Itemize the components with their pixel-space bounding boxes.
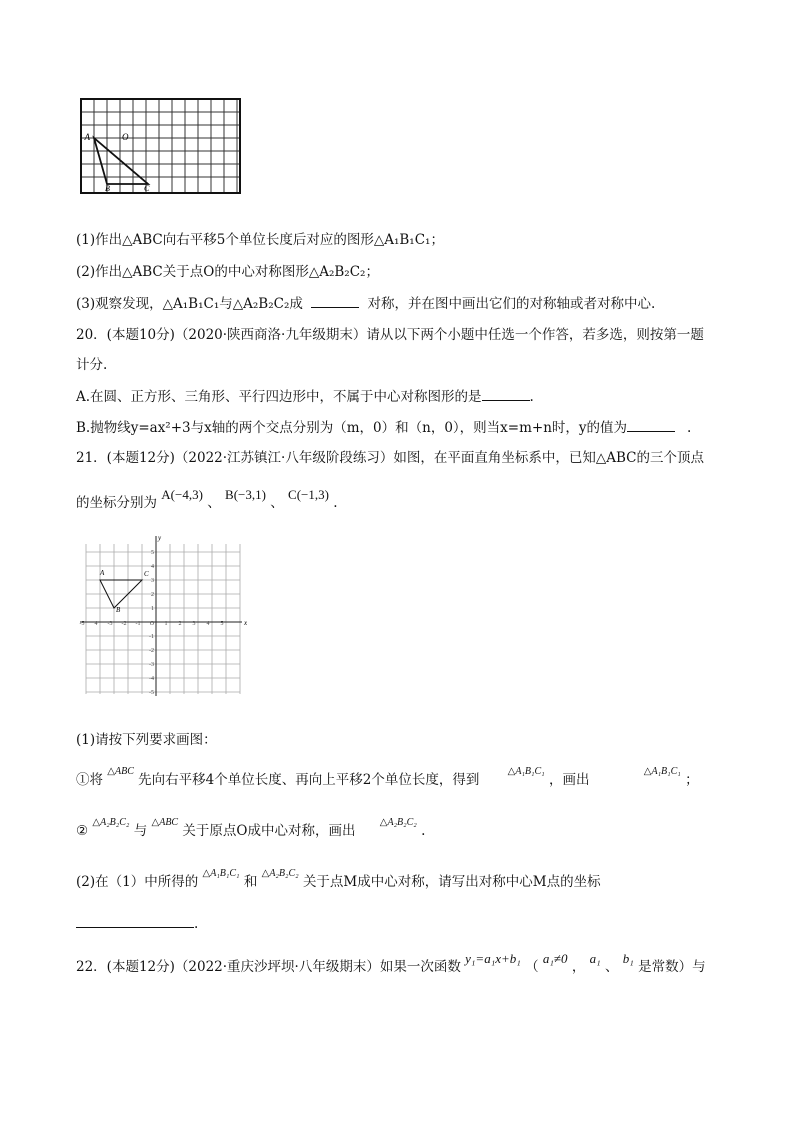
q21-s2-with: 与	[133, 823, 148, 839]
q21-step-1	[76, 766, 699, 791]
coord-A: A(−4,3)	[161, 487, 203, 502]
graph-label-B: B	[116, 606, 121, 614]
q21-s1-mid: 先向右平移4个单位长度、再向上平移2个单位长度，得到	[138, 772, 480, 788]
q21-s1-a1b: △A₁B₁C₁	[643, 766, 681, 777]
x-tick-label: 3	[192, 621, 196, 627]
q20-b-answer-blank[interactable]	[627, 419, 675, 432]
x-tick-label: -1	[135, 621, 141, 627]
y-tick-label: 5	[151, 550, 154, 556]
q21-step-2	[76, 817, 426, 842]
label-A: A	[84, 132, 90, 142]
q21-heading: 21．(本题12分)（2022·江苏镇江·八年级阶段练习）如图，在平面直角坐标系中，已知△ABC的三个顶点	[76, 450, 704, 466]
q21-s2-abc: △ABC	[151, 817, 179, 828]
x-tick-label: 1	[164, 621, 168, 627]
y-axis-label: y	[158, 534, 162, 542]
y-tick-label: -3	[149, 662, 154, 668]
label-C: C	[144, 184, 150, 193]
q21-s1-draw: ，画出	[548, 772, 590, 788]
q21-s2-a2: △A₂B₂C₂	[92, 817, 130, 828]
q21-s2-pre: ②	[76, 823, 89, 839]
q20-option-b-text: B.抛物线y=ax²+3与x轴的两个交点分别为（m，0）和（n，0），则当x=m+n时，y的值为	[76, 420, 628, 436]
coord-C: C(−1,3)	[288, 487, 329, 502]
grid-figure-1	[76, 96, 242, 196]
q20-heading-cont: 计分.	[76, 357, 108, 373]
q20-b-end: .	[687, 420, 692, 436]
y-tick-label: -1	[149, 634, 154, 640]
y-tick-label: -4	[149, 676, 154, 682]
q20-option-b	[76, 419, 691, 437]
graph-label-A: A	[100, 569, 105, 577]
coord-end: .	[333, 495, 338, 511]
y-tick-label: -2	[149, 648, 154, 654]
q21-p2-a2: △A₂B₂C₂	[261, 868, 299, 879]
q21-coords-line	[76, 487, 338, 512]
q21-p2-pre: (2)在（1）中所得的	[76, 874, 199, 890]
y-tick-label: 4	[151, 564, 154, 570]
q22-tail: 是常数）与	[638, 959, 706, 975]
coord-B: B(−3,1)	[225, 487, 266, 502]
q22-cond: a₁≠0	[542, 951, 568, 966]
coordinate-graph	[72, 530, 248, 698]
coord-sep-1: 、	[207, 495, 221, 511]
q22-b1: b₁	[622, 951, 634, 966]
q20-option-a: A.在圆、正方形、三角形、平行四边形中，不属于中心对称图形的是 .	[76, 389, 534, 405]
q21-p2-and: 和	[243, 874, 258, 890]
x-axis-label: x	[244, 619, 248, 627]
x-tick-label: -3	[107, 621, 113, 627]
q19-part-1: (1)作出△ABC向右平移5个单位长度后对应的图形△A₁B₁C₁；	[76, 232, 444, 248]
coord-sep-2: 、	[270, 495, 284, 511]
q19-answer-blank[interactable]	[311, 295, 359, 308]
label-B: B	[105, 184, 110, 193]
q21-s1-abc: △ABC	[107, 766, 134, 777]
q22-a1: a₁	[589, 951, 601, 966]
q22-paren: （	[525, 959, 539, 975]
q21-s1-pre: ①将	[76, 772, 103, 788]
q21-p2-a1: △A₁B₁C₁	[202, 868, 240, 879]
y-tick-label: -5	[149, 690, 154, 696]
q21-p2-post: 关于点M成中心对称，请写出对称中心M点的坐标	[302, 874, 601, 890]
y-tick-label: 1	[151, 606, 154, 612]
q22-head: 22．(本题12分)（2022·重庆沙坪坝·八年级期末）如果一次函数	[76, 959, 461, 975]
q19-part-3-tail: 对称，并在图中画出它们的对称轴或者对称中心.	[367, 296, 656, 312]
q21-coords-lead: 的坐标分别为	[76, 495, 157, 511]
q19-part-3-lead: (3)观察发现，△A₁B₁C₁与△A₂B₂C₂成	[76, 296, 303, 312]
q21-s2-a2b: △A₂B₂C₂	[379, 817, 417, 828]
q22-comma: ，	[571, 959, 586, 975]
q21-answer-blank[interactable]	[76, 915, 194, 928]
y-tick-label: 2	[151, 592, 154, 598]
x-tick-label: 5	[220, 621, 224, 627]
q21-answer-line	[76, 915, 198, 933]
q20-heading: 20．(本题10分)（2020·陕西商洛·九年级期末）请从以下两个小题中任选一个作答，若多选，则按第一题	[76, 327, 704, 343]
q21-s1-a1: △A₁B₁C₁	[507, 766, 545, 777]
q22-heading	[76, 951, 706, 976]
x-tick-label: 4	[206, 621, 210, 627]
q21-p2-end: .	[194, 916, 199, 932]
q21-s2-mid: 关于原点O成中心对称，画出	[182, 823, 356, 839]
x-tick-label: -2	[121, 621, 127, 627]
q19-part-2: (2)作出△ABC关于点O的中心对称图形△A₂B₂C₂；	[76, 264, 379, 280]
q19-part-3	[76, 295, 655, 313]
graph-label-C: C	[144, 570, 149, 578]
x-tick-label: -5	[79, 621, 85, 627]
x-tick-label: 2	[178, 621, 182, 627]
q21-part-2	[76, 868, 601, 893]
q20-option-a-text: A.在圆、正方形、三角形、平行四边形中，不属于中心对称图形的是	[76, 389, 482, 405]
q21-s2-end: .	[421, 823, 426, 839]
q21-part-1: (1)请按下列要求画图：	[76, 732, 217, 748]
q22-func: y₁=a₁x+b₁	[465, 951, 521, 966]
x-tick-label: 4	[94, 621, 98, 627]
q20-a-answer-blank[interactable]	[482, 388, 530, 401]
q21-s1-end: ；	[685, 772, 699, 788]
label-O: O	[122, 132, 129, 142]
y-tick-label: 3	[151, 578, 154, 584]
x-tick-label: O	[149, 621, 155, 627]
q22-sep: 、	[604, 959, 619, 975]
